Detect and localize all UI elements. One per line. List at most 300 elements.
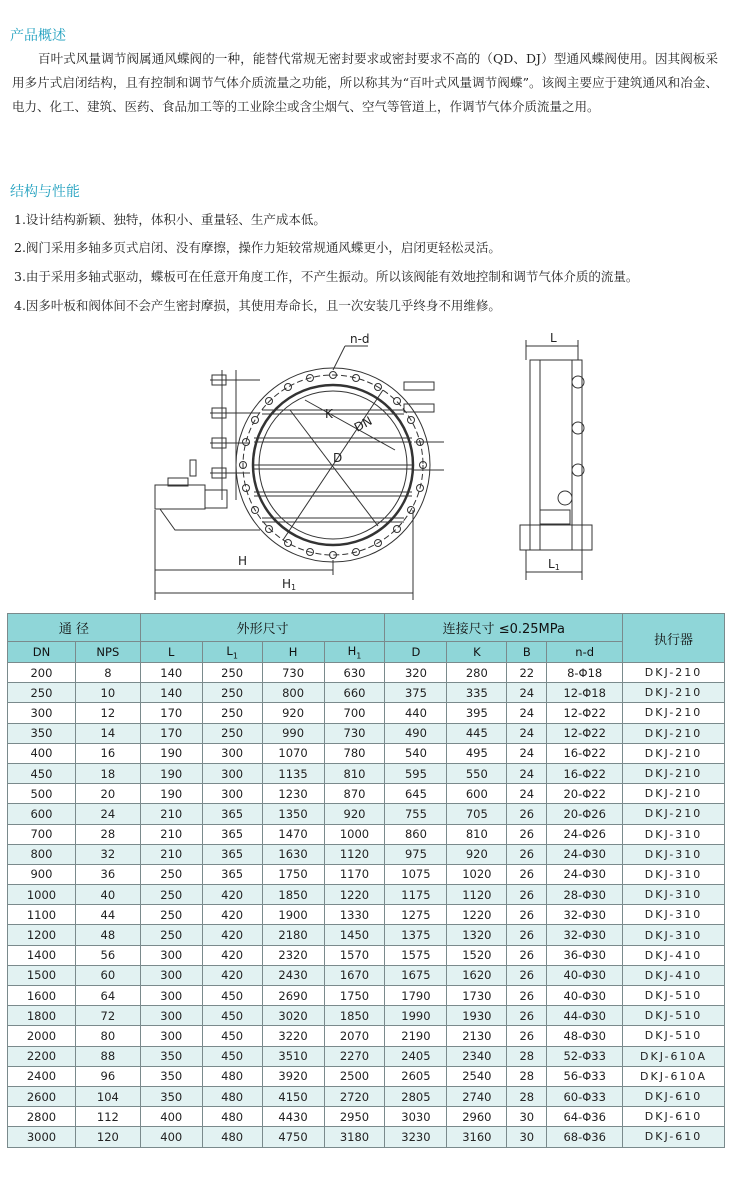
table-cell: 705	[447, 804, 507, 824]
table-cell: 2340	[447, 1046, 507, 1066]
table-cell: 350	[140, 1086, 202, 1106]
table-cell: 40-Φ30	[547, 965, 623, 985]
table-cell: 1800	[8, 1006, 76, 1026]
table-cell: 28	[507, 1086, 547, 1106]
table-cell: 1620	[447, 965, 507, 985]
table-cell: 1350	[262, 804, 324, 824]
table-row	[8, 743, 725, 763]
table-cell: 660	[324, 683, 385, 703]
table-cell: 365	[202, 864, 262, 884]
label-nd: n-d	[350, 332, 370, 346]
table-cell: 400	[8, 743, 76, 763]
table-cell: 2130	[447, 1026, 507, 1046]
col-d: D	[385, 642, 447, 663]
table-cell: 2000	[8, 1026, 76, 1046]
table-cell: 365	[202, 804, 262, 824]
table-row	[8, 905, 725, 925]
table-cell: 1135	[262, 763, 324, 783]
table-cell: 28	[75, 824, 140, 844]
table-row	[8, 824, 725, 844]
table-cell: 1575	[385, 945, 447, 965]
table-cell: DKJ-210	[623, 723, 725, 743]
table-cell: 24-Φ30	[547, 844, 623, 864]
table-cell: 24	[507, 683, 547, 703]
table-cell: 1200	[8, 925, 76, 945]
table-cell: 2200	[8, 1046, 76, 1066]
table-cell: 540	[385, 743, 447, 763]
table-cell: 2805	[385, 1086, 447, 1106]
table-cell: 1070	[262, 743, 324, 763]
table-cell: 18	[75, 763, 140, 783]
table-cell: 44-Φ30	[547, 1006, 623, 1026]
table-row	[8, 804, 725, 824]
table-cell: 26	[507, 965, 547, 985]
overview-title: 产品概述	[10, 28, 66, 44]
table-cell: 2430	[262, 965, 324, 985]
table-cell: 1600	[8, 986, 76, 1006]
label-k: K	[325, 407, 333, 421]
table-cell: 2500	[324, 1066, 385, 1086]
table-cell: 28	[507, 1066, 547, 1086]
table-cell: 365	[202, 824, 262, 844]
table-cell: 8	[75, 663, 140, 683]
table-cell: 28-Φ30	[547, 885, 623, 905]
table-cell: 450	[202, 1006, 262, 1026]
table-cell: 1750	[324, 986, 385, 1006]
table-cell: 500	[8, 784, 76, 804]
header-diameter: 通 径	[8, 614, 141, 642]
table-cell: 2605	[385, 1066, 447, 1086]
table-cell: 860	[385, 824, 447, 844]
table-cell: 645	[385, 784, 447, 804]
feature-item-4: 4.因多叶板和阀体间不会产生密封摩损，其使用寿命长，且一次安装几乎终身不用维修。	[14, 298, 501, 313]
table-cell: 1675	[385, 965, 447, 985]
label-l: L	[550, 331, 557, 345]
table-cell: 1990	[385, 1006, 447, 1026]
table-row	[8, 1006, 725, 1026]
col-nps: NPS	[75, 642, 140, 663]
table-cell: 32-Φ30	[547, 905, 623, 925]
table-cell: 32	[75, 844, 140, 864]
table-cell: 96	[75, 1066, 140, 1086]
table-cell: 2400	[8, 1066, 76, 1086]
table-cell: 2540	[447, 1066, 507, 1086]
table-cell: 1375	[385, 925, 447, 945]
table-cell: 250	[140, 864, 202, 884]
table-row	[8, 1046, 725, 1066]
table-cell: 440	[385, 703, 447, 723]
table-cell: DKJ-210	[623, 663, 725, 683]
table-cell: DKJ-310	[623, 905, 725, 925]
table-cell: 14	[75, 723, 140, 743]
feature-item-1: 1.设计结构新颖、独特，体积小、重量轻、生产成本低。	[14, 212, 326, 227]
table-cell: 250	[202, 703, 262, 723]
valve-drawing	[0, 330, 730, 610]
table-cell: 68-Φ36	[547, 1127, 623, 1147]
table-cell: 2950	[324, 1107, 385, 1127]
table-cell: 210	[140, 844, 202, 864]
table-cell: DKJ-310	[623, 925, 725, 945]
table-cell: 48	[75, 925, 140, 945]
feature-item-2: 2.阀门采用多轴多页式启闭、没有摩擦，操作力矩较常规通风蝶更小，启闭更轻松灵活。	[14, 240, 501, 255]
table-cell: 1275	[385, 905, 447, 925]
table-cell: 600	[8, 804, 76, 824]
table-cell: 250	[8, 683, 76, 703]
col-b: B	[507, 642, 547, 663]
table-cell: 64-Φ36	[547, 1107, 623, 1127]
table-cell: 1470	[262, 824, 324, 844]
structure-title: 结构与性能	[10, 184, 80, 200]
table-cell: 300	[202, 743, 262, 763]
table-cell: 445	[447, 723, 507, 743]
table-cell: 420	[202, 965, 262, 985]
table-cell: 630	[324, 663, 385, 683]
table-cell: 24	[507, 703, 547, 723]
table-cell: 300	[8, 703, 76, 723]
table-cell: 12-Φ22	[547, 723, 623, 743]
table-row	[8, 885, 725, 905]
table-cell: 26	[507, 885, 547, 905]
table-cell: 870	[324, 784, 385, 804]
table-cell: DKJ-310	[623, 885, 725, 905]
table-cell: 350	[140, 1066, 202, 1086]
table-cell: 1220	[324, 885, 385, 905]
col-l1: $L_1$	[202, 642, 262, 663]
table-cell: 1020	[447, 864, 507, 884]
table-cell: 140	[140, 663, 202, 683]
table-cell: 24-Φ30	[547, 864, 623, 884]
table-cell: 250	[140, 925, 202, 945]
table-cell: 2405	[385, 1046, 447, 1066]
table-cell: 4430	[262, 1107, 324, 1127]
table-cell: 2180	[262, 925, 324, 945]
table-cell: 450	[202, 1046, 262, 1066]
table-cell: 40	[75, 885, 140, 905]
table-cell: DKJ-510	[623, 1006, 725, 1026]
table-cell: 2320	[262, 945, 324, 965]
table-cell: 88	[75, 1046, 140, 1066]
table-cell: 2070	[324, 1026, 385, 1046]
table-cell: 2740	[447, 1086, 507, 1106]
table-cell: 300	[140, 1026, 202, 1046]
label-d: D	[333, 451, 343, 465]
table-cell: DKJ-410	[623, 945, 725, 965]
table-cell: 420	[202, 925, 262, 945]
table-cell: 780	[324, 743, 385, 763]
table-cell: 800	[262, 683, 324, 703]
table-cell: 16-Φ22	[547, 743, 623, 763]
table-cell: 104	[75, 1086, 140, 1106]
table-row	[8, 1127, 725, 1147]
table-cell: 400	[140, 1107, 202, 1127]
col-k: K	[447, 642, 507, 663]
table-cell: 60	[75, 965, 140, 985]
table-cell: 495	[447, 743, 507, 763]
table-cell: 26	[507, 864, 547, 884]
table-cell: 450	[202, 986, 262, 1006]
table-cell: 250	[202, 663, 262, 683]
table-cell: 56-Φ33	[547, 1066, 623, 1086]
table-cell: 800	[8, 844, 76, 864]
label-dn: DN	[351, 413, 375, 435]
table-cell: 3030	[385, 1107, 447, 1127]
table-cell: 395	[447, 703, 507, 723]
table-cell: 1220	[447, 905, 507, 925]
table-row	[8, 683, 725, 703]
table-cell: 365	[202, 844, 262, 864]
table-cell: 2690	[262, 986, 324, 1006]
table-cell: DKJ-210	[623, 743, 725, 763]
table-cell: 24	[507, 763, 547, 783]
table-cell: 1750	[262, 864, 324, 884]
table-cell: 1120	[447, 885, 507, 905]
table-row	[8, 1066, 725, 1086]
col-h1: $H_1$	[324, 642, 385, 663]
table-cell: 350	[8, 723, 76, 743]
table-row	[8, 945, 725, 965]
table-cell: 16-Φ22	[547, 763, 623, 783]
label-h1: H1	[282, 577, 297, 592]
table-cell: 420	[202, 885, 262, 905]
table-cell: DKJ-610A	[623, 1066, 725, 1086]
table-cell: 1400	[8, 945, 76, 965]
table-cell: 2270	[324, 1046, 385, 1066]
col-l: L	[140, 642, 202, 663]
table-cell: 1230	[262, 784, 324, 804]
table-cell: 1850	[324, 1006, 385, 1026]
header-outline: 外形尺寸	[140, 614, 385, 642]
table-cell: 480	[202, 1127, 262, 1147]
table-cell: 3510	[262, 1046, 324, 1066]
table-cell: 755	[385, 804, 447, 824]
table-cell: 490	[385, 723, 447, 743]
table-cell: 1500	[8, 965, 76, 985]
table-cell: 20-Φ26	[547, 804, 623, 824]
table-row	[8, 1026, 725, 1046]
table-cell: 28	[507, 1046, 547, 1066]
table-cell: 730	[324, 723, 385, 743]
table-cell: 480	[202, 1066, 262, 1086]
table-cell: 24	[507, 743, 547, 763]
table-cell: 920	[324, 804, 385, 824]
table-cell: 26	[507, 986, 547, 1006]
table-cell: 300	[140, 986, 202, 1006]
table-cell: 26	[507, 844, 547, 864]
table-cell: 990	[262, 723, 324, 743]
table-cell: 30	[507, 1127, 547, 1147]
table-cell: 16	[75, 743, 140, 763]
table-cell: DKJ-410	[623, 965, 725, 985]
table-cell: 2600	[8, 1086, 76, 1106]
table-cell: 32-Φ30	[547, 925, 623, 945]
table-cell: 280	[447, 663, 507, 683]
table-cell: DKJ-210	[623, 703, 725, 723]
table-cell: 730	[262, 663, 324, 683]
table-cell: 48-Φ30	[547, 1026, 623, 1046]
table-cell: 1520	[447, 945, 507, 965]
table-cell: 420	[202, 945, 262, 965]
table-cell: 300	[140, 945, 202, 965]
table-cell: 1930	[447, 1006, 507, 1026]
table-row	[8, 663, 725, 683]
table-row	[8, 763, 725, 783]
label-h: H	[238, 554, 248, 568]
table-cell: DKJ-310	[623, 844, 725, 864]
table-cell: 210	[140, 824, 202, 844]
table-cell: 350	[140, 1046, 202, 1066]
table-cell: 810	[324, 763, 385, 783]
table-cell: 1790	[385, 986, 447, 1006]
table-cell: 210	[140, 804, 202, 824]
table-cell: 24-Φ26	[547, 824, 623, 844]
table-cell: DKJ-210	[623, 804, 725, 824]
table-cell: 700	[8, 824, 76, 844]
table-cell: 2720	[324, 1086, 385, 1106]
table-row	[8, 1086, 725, 1106]
table-row	[8, 965, 725, 985]
table-cell: 190	[140, 743, 202, 763]
table-cell: 30	[507, 1107, 547, 1127]
table-cell: 20	[75, 784, 140, 804]
table-row	[8, 844, 725, 864]
table-cell: 1900	[262, 905, 324, 925]
table-cell: 26	[507, 1026, 547, 1046]
table-cell: 300	[202, 763, 262, 783]
table-cell: 1850	[262, 885, 324, 905]
table-cell: DKJ-210	[623, 784, 725, 804]
table-row	[8, 1107, 725, 1127]
table-cell: 480	[202, 1086, 262, 1106]
table-cell: DKJ-610	[623, 1107, 725, 1127]
table-row	[8, 723, 725, 743]
table-cell: 3220	[262, 1026, 324, 1046]
table-row	[8, 784, 725, 804]
table-cell: 3230	[385, 1127, 447, 1147]
table-cell: DKJ-210	[623, 683, 725, 703]
table-cell: 920	[447, 844, 507, 864]
table-cell: 24	[507, 723, 547, 743]
table-cell: 56	[75, 945, 140, 965]
table-cell: 26	[507, 1006, 547, 1026]
table-cell: DKJ-610	[623, 1127, 725, 1147]
table-cell: 10	[75, 683, 140, 703]
table-cell: 170	[140, 703, 202, 723]
table-cell: 24	[507, 784, 547, 804]
table-cell: 190	[140, 763, 202, 783]
table-cell: 36-Φ30	[547, 945, 623, 965]
table-cell: 1730	[447, 986, 507, 1006]
table-cell: 1670	[324, 965, 385, 985]
table-cell: 1100	[8, 905, 76, 925]
table-cell: 2960	[447, 1107, 507, 1127]
table-cell: 52-Φ33	[547, 1046, 623, 1066]
table-cell: 3180	[324, 1127, 385, 1147]
table-cell: 300	[202, 784, 262, 804]
table-cell: 200	[8, 663, 76, 683]
table-cell: 60-Φ33	[547, 1086, 623, 1106]
table-cell: 250	[140, 885, 202, 905]
table-cell: 1330	[324, 905, 385, 925]
table-cell: 26	[507, 824, 547, 844]
table-cell: 450	[8, 763, 76, 783]
table-cell: 40-Φ30	[547, 986, 623, 1006]
table-cell: 320	[385, 663, 447, 683]
table-cell: 12-Φ22	[547, 703, 623, 723]
table-cell: 300	[140, 965, 202, 985]
table-cell: 700	[324, 703, 385, 723]
table-cell: 600	[447, 784, 507, 804]
table-row	[8, 986, 725, 1006]
table-cell: 72	[75, 1006, 140, 1026]
table-cell: 20-Φ22	[547, 784, 623, 804]
table-cell: 1570	[324, 945, 385, 965]
table-cell: 450	[202, 1026, 262, 1046]
table-cell: 80	[75, 1026, 140, 1046]
table-cell: 400	[140, 1127, 202, 1147]
col-dn: DN	[8, 642, 76, 663]
table-cell: 375	[385, 683, 447, 703]
table-cell: 595	[385, 763, 447, 783]
table-cell: 1630	[262, 844, 324, 864]
table-cell: 8-Φ18	[547, 663, 623, 683]
table-cell: DKJ-310	[623, 864, 725, 884]
table-cell: 140	[140, 683, 202, 703]
table-cell: DKJ-210	[623, 763, 725, 783]
table-cell: 1000	[8, 885, 76, 905]
spec-table	[7, 613, 725, 1148]
table-row	[8, 703, 725, 723]
table-cell: 120	[75, 1127, 140, 1147]
table-cell: 12	[75, 703, 140, 723]
table-cell: 170	[140, 723, 202, 743]
table-cell: 550	[447, 763, 507, 783]
table-cell: DKJ-610A	[623, 1046, 725, 1066]
table-cell: 810	[447, 824, 507, 844]
table-cell: 300	[140, 1006, 202, 1026]
table-cell: 44	[75, 905, 140, 925]
table-cell: DKJ-310	[623, 824, 725, 844]
table-cell: 22	[507, 663, 547, 683]
table-cell: 26	[507, 804, 547, 824]
table-cell: 975	[385, 844, 447, 864]
table-cell: 4750	[262, 1127, 324, 1147]
table-cell: 3000	[8, 1127, 76, 1147]
table-cell: 420	[202, 905, 262, 925]
table-cell: 1175	[385, 885, 447, 905]
table-cell: 26	[507, 925, 547, 945]
table-cell: 480	[202, 1107, 262, 1127]
table-cell: 12-Φ18	[547, 683, 623, 703]
table-cell: 1450	[324, 925, 385, 945]
label-l1: L1	[548, 557, 560, 572]
col-h: H	[262, 642, 324, 663]
table-cell: DKJ-510	[623, 1026, 725, 1046]
table-cell: 335	[447, 683, 507, 703]
table-cell: 250	[140, 905, 202, 925]
overview-body: 百叶式风量调节阀属通风蝶阀的一种，能替代常规无密封要求或密封要求不高的（QD、DJ）型通风蝶阀使用。因其阀板采用多片式启闭结构，且有控制和调节气体介质流量之功能，所以称其为“百叶式风量调节阀蝶”。该阀主要应于建筑通风和冶金、电力、化工、建筑、医药、食品加工等的工业除尘或含尘烟气、空气等管道上，作调节气体介质流量之用。	[12, 51, 718, 114]
table-cell: 4150	[262, 1086, 324, 1106]
table-cell: 900	[8, 864, 76, 884]
table-cell: 250	[202, 723, 262, 743]
table-cell: 64	[75, 986, 140, 1006]
table-row	[8, 925, 725, 945]
table-cell: 26	[507, 905, 547, 925]
table-cell: 112	[75, 1107, 140, 1127]
col-nd: n-d	[547, 642, 623, 663]
table-cell: 1320	[447, 925, 507, 945]
table-cell: 1075	[385, 864, 447, 884]
table-cell: DKJ-510	[623, 986, 725, 1006]
